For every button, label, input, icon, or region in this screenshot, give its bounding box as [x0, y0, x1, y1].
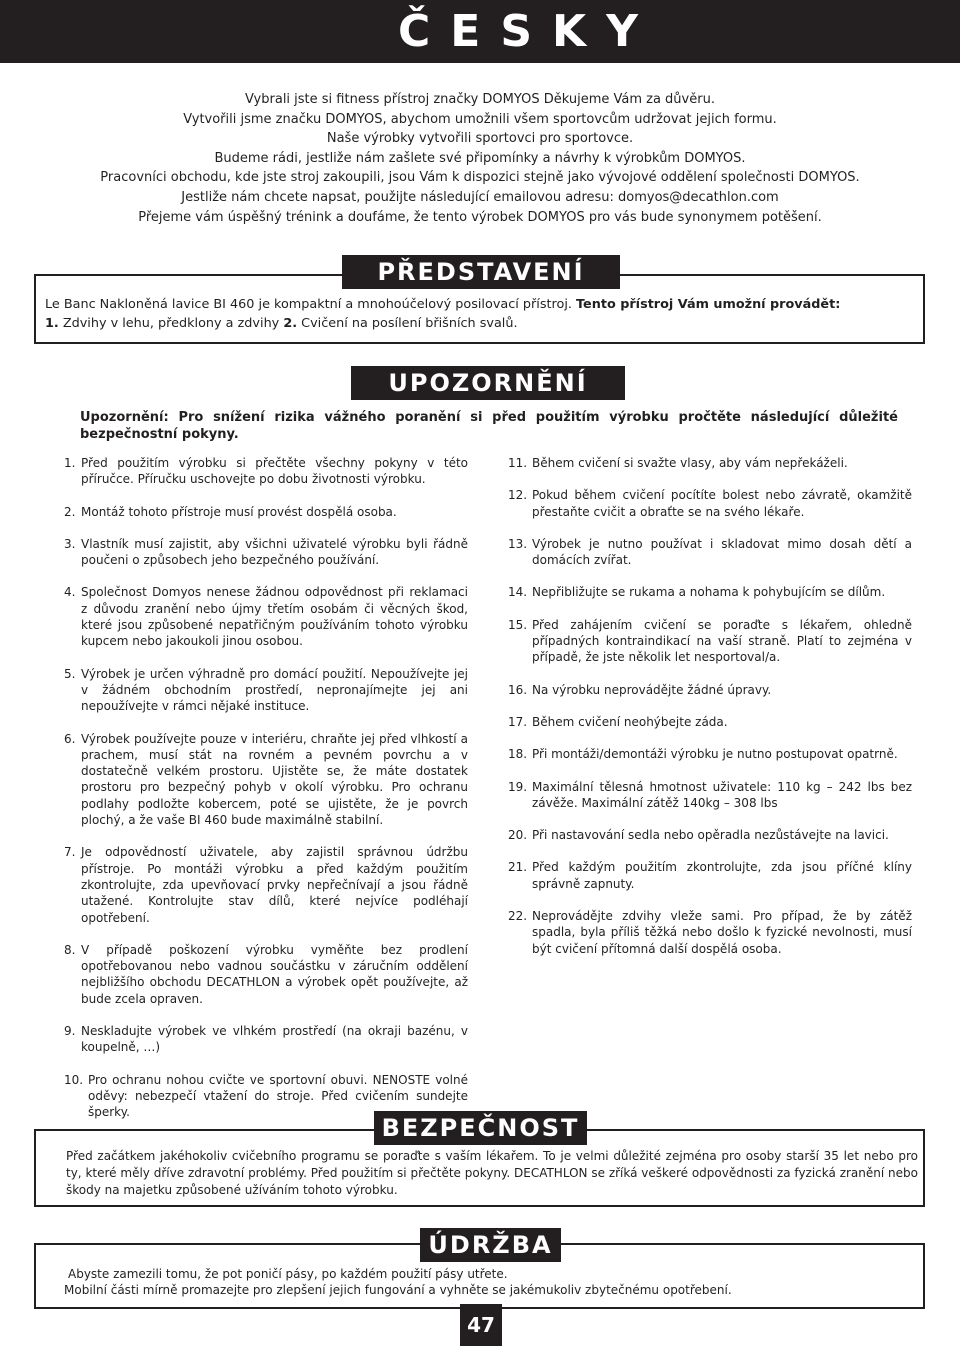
intro-line: Vytvořili jsme značku DOMYOS, abychom umožnili všem sportovcům udržovat jejich formu. [183, 111, 777, 127]
warning-text: Společnost Domyos nenese žádnou odpovědnost při reklamaci z důvodu zranění nebo újmy třetím osobám či věcných škod, které jsou způsobené nepatřičným používáním tohoto výrobku kupcem nebo jakoukoli jinou osobou. [81, 585, 468, 649]
warning-number: 3. [64, 536, 76, 551]
warning-item [508, 617, 912, 666]
warnings-right-column [508, 455, 912, 973]
warning-number: 15. [508, 617, 528, 632]
warning-number: 9. [64, 1024, 76, 1039]
warning-item [508, 714, 912, 730]
warning-text: Během cvičení si svažte vlasy, aby vám nepřekáželi. [532, 456, 848, 470]
warning-number: 4. [64, 585, 76, 600]
warning-text: Pro ochranu nohou cvičte ve sportovní obuvi. NENOSTE volné oděvy: nebezpečí vtažení do stroje. Před cvičením sundejte šperky. [88, 1072, 468, 1120]
warning-number: 20. [508, 828, 528, 843]
warning-item [64, 455, 468, 488]
bezpecnost-heading: BEZPEČNOST [374, 1111, 587, 1145]
warning-text: Výrobek je určen výhradně pro domácí použití. Nepoužívejte jej v žádném obchodním prostředí, nepronajímejte jej ani nepoužívejte v rámci nějaké instituce. [81, 666, 468, 714]
warning-number: 22. [508, 909, 528, 924]
warning-item [508, 682, 912, 698]
warning-text: Během cvičení neohýbejte záda. [532, 714, 728, 729]
warning-text: Na výrobku neprovádějte žádné úpravy. [532, 682, 772, 697]
page-number: 47 [460, 1304, 502, 1346]
warning-item [64, 666, 468, 715]
intro-line: Budeme rádi, jestliže nám zašlete své připomínky a návrhy k výrobkům DOMYOS. [214, 150, 746, 166]
warning-number: 7. [64, 845, 76, 860]
intro-line: Naše výrobky vytvořili sportovci pro sportovce. [326, 131, 634, 147]
udrzba-heading: ÚDRŽBA [420, 1228, 561, 1262]
warning-number: 19. [508, 779, 528, 794]
predstaveni-item1-text: Zdvihy v lehu, předklony a zdvihy [62, 316, 280, 331]
warning-number: 10. [64, 1072, 84, 1087]
warning-text: Před zahájením cvičení se poraďte s lékařem, ohledně případných kontraindikací na vaší straně. Platí to zejména v případě, že jste několik let nesportoval/a. [532, 617, 912, 665]
warning-item [64, 536, 468, 569]
warning-item [508, 746, 912, 762]
warning-item [64, 584, 468, 649]
warning-item [64, 1023, 468, 1056]
warning-text: Vlastník musí zajistit, aby všichni uživatelé výrobku byli řádně poučeni o způsobech jeho bezpečného používání. [81, 536, 468, 568]
warning-item [64, 731, 468, 829]
warning-item [64, 844, 468, 925]
udrzba-line-1: Abyste zamezili tomu, že pot poničí pásy, po každém použití pásy utřete. [68, 1267, 508, 1281]
warning-number: 1. [64, 456, 76, 470]
warning-text: Při montáži/demontáži výrobku je nutno postupovat opatrně. [532, 747, 898, 762]
predstaveni-text [45, 295, 915, 333]
intro-text [60, 90, 900, 227]
warning-number: 18. [508, 747, 528, 762]
predstaveni-item2-text: Cvičení na posílení břišních svalů. [301, 316, 518, 331]
warning-number: 17. [508, 714, 528, 729]
warning-text: Výrobek používejte pouze v interiéru, chraňte jej před vlhkostí a prachem, musí stát na rovném a pevném povrchu a v dostatečně velkém prostoru. Ujistěte se, že máte dostatek prostoru pro bezpečný pohyb v okolí výrobku. Pro ochranu podlahy podložte kobercem, poté se ujistěte, že je povrch plochý, a že vaše BI 460 bude maximálně stabilní. [81, 731, 468, 828]
warning-item [508, 455, 912, 471]
intro-line: Pracovníci obchodu, kde jste stroj zakoupili, jsou Vám k dispozici stejně jako vývojové oddělení společnosti DOMYOS. [100, 170, 860, 186]
upozorneni-heading: UPOZORNĚNÍ [351, 366, 625, 400]
warning-text: Výrobek je nutno používat i skladovat mimo dosah dětí a domácích zvířat. [532, 536, 912, 568]
predstaveni-bold: Tento přístroj Vám umožní provádět: [576, 297, 841, 312]
warning-item [64, 504, 468, 520]
warning-text: Je odpovědností uživatele, aby zajistil správnou údržbu přístroje. Po montáži výrobku a před každým použitím zkontrolujte, zda upevňovací prvky nepřečnívají a jsou řádně utažené. Kontrolujte stav dílů, které nejvíce podléhají opotřebení. [81, 845, 468, 925]
header-banner [0, 0, 960, 63]
warning-text: V případě poškození výrobku vyměňte bez prodlení opotřebovanou nebo vadnou součástku v záručním oddělení nejbližšího obchodu DECATHLON a výrobek opět používejte, až bude zcela opraven. [81, 942, 468, 1006]
warning-item [508, 859, 912, 892]
warning-text: Před použitím výrobku si přečtěte všechny pokyny v této příručce. Příručku uschovejte po dobu životnosti výrobku. [81, 456, 468, 487]
predstaveni-heading: PŘEDSTAVENÍ [342, 255, 620, 289]
warning-number: 13. [508, 536, 528, 551]
intro-line: Jestliže nám chcete napsat, použijte následující emailovou adresu: domyos@decathlon.com [181, 189, 779, 205]
warning-item [508, 487, 912, 520]
page-title: ČESKY [398, 6, 658, 57]
upozorneni-lead: Upozornění: Pro snížení rizika vážného poranění si před použitím výrobku pročtěte následující důležité bezpečnostní pokyny. [80, 410, 898, 442]
intro-line: Přejeme vám úspěšný trénink a doufáme, že tento výrobek DOMYOS pro vás bude synonymem potěšení. [138, 209, 822, 225]
predstaveni-plain: Le Banc Nakloněná lavice BI 460 je kompaktní a mnohoúčelový posilovací přístroj. [45, 297, 572, 312]
warning-number: 12. [508, 488, 528, 503]
warning-item [508, 827, 912, 843]
warning-number: 2. [64, 504, 76, 519]
warning-item [508, 908, 912, 957]
warning-number: 5. [64, 666, 76, 681]
warning-item [508, 536, 912, 569]
warning-number: 6. [64, 731, 76, 746]
udrzba-line-2: Mobilní části mírně promazejte pro zlepšení jejich fungování a vyhněte se jakémukoliv zbytečnému opotřebení. [64, 1283, 732, 1297]
warning-number: 14. [508, 585, 528, 600]
warning-text: Pokud během cvičení pocítíte bolest nebo závratě, okamžitě přestaňte cvičit a obraťte se na svého lékaře. [532, 488, 912, 519]
predstaveni-item2-num: 2. [283, 316, 298, 331]
warning-text: Nepřibližujte se rukama a nohama k pohybujícím se dílům. [532, 585, 886, 600]
warning-text: Před každým použitím zkontrolujte, zda jsou příčné klíny správně zapnuty. [532, 860, 912, 891]
warning-item [508, 584, 912, 600]
warning-number: 21. [508, 860, 528, 875]
warning-text: Neprovádějte zdvihy vleže sami. Pro případ, že by zátěž spadla, byla příliš těžká nebo došlo k fyzické nevolnosti, musí být cvičení přítomná další dospělá osoba. [532, 909, 912, 956]
predstaveni-item1-num: 1. [45, 316, 59, 331]
warning-text: Při nastavování sedla nebo opěradla nezůstávejte na lavici. [532, 828, 889, 843]
warning-number: 8. [64, 942, 76, 957]
warning-number: 11. [508, 456, 528, 470]
intro-line: Vybrali jste si fitness přístroj značky DOMYOS Děkujeme Vám za důvěru. [245, 92, 715, 107]
bezpecnost-text: Před začátkem jakéhokoliv cvičebního programu se poraďte s vaším lékařem. To je velmi důležité zejména pro osoby starší 35 let nebo pro ty, které měly dříve zdravotní problémy. Před použitím si přečtěte pokyny. DECATHLON se zříká veškeré odpovědnosti za fyzická zranění nebo škody na majetku způsobené užíváním tohoto výrobku. [66, 1149, 918, 1197]
warnings-left-column [64, 455, 468, 1137]
warning-item [64, 942, 468, 1007]
warning-text: Montáž tohoto přístroje musí provést dospělá osoba. [81, 504, 397, 519]
warning-item [508, 779, 912, 812]
warning-text: Maximální tělesná hmotnost uživatele: 110 kg – 242 lbs bez závěže. Maximální zátěž 140kg – 308 lbs [532, 779, 912, 810]
warning-number: 16. [508, 682, 528, 697]
warning-text: Neskladujte výrobek ve vlhkém prostředí (na okraji bazénu, v koupelně, …) [81, 1024, 468, 1055]
